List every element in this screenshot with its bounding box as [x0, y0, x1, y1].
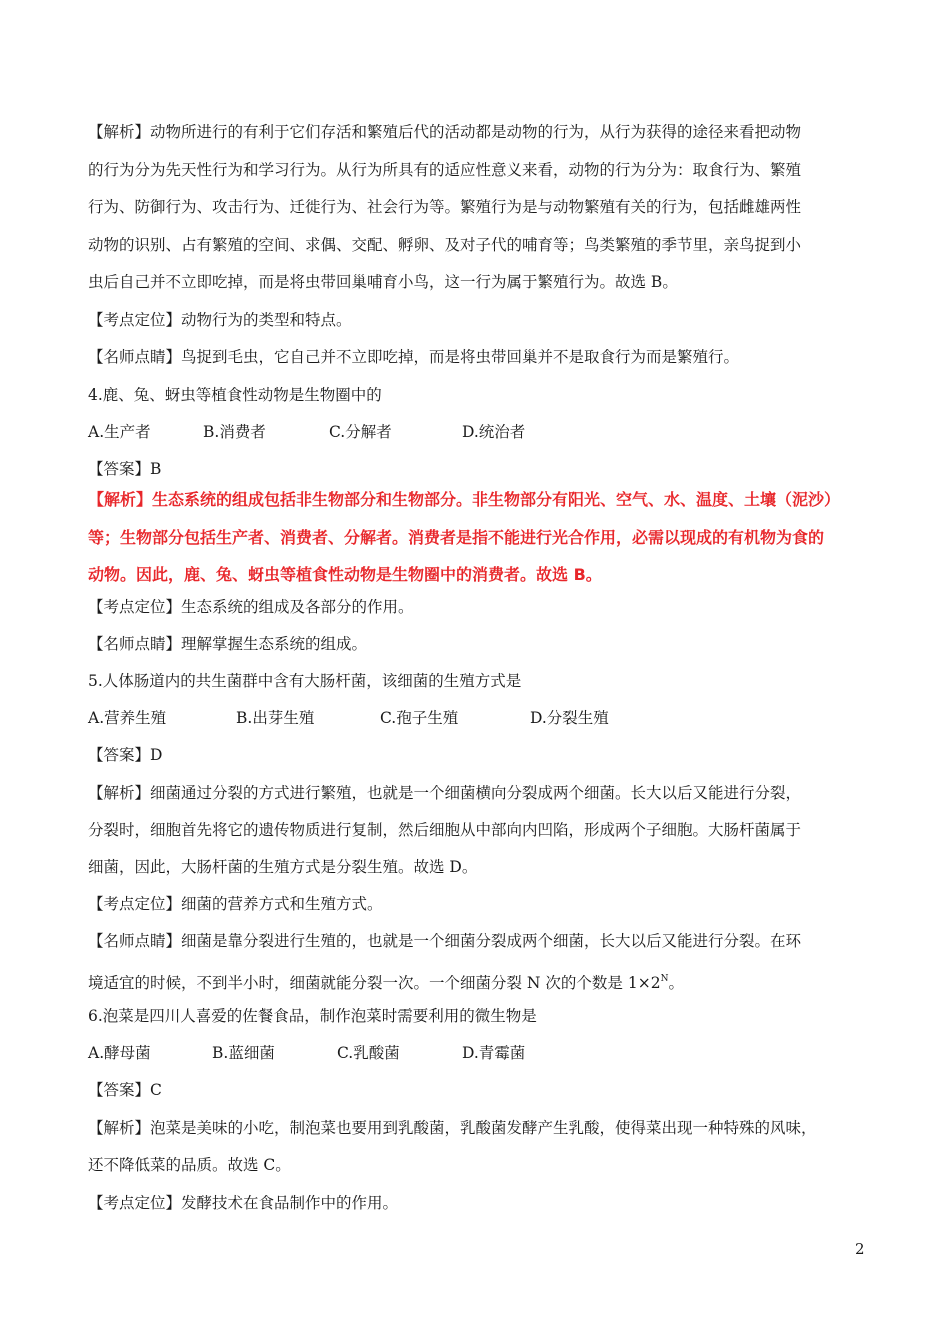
q4-answer: 【答案】B [88, 460, 162, 478]
q6-option-a: A.酵母菌 [88, 1044, 151, 1062]
q5-analysis-line-1: 【解析】细菌通过分裂的方式进行繁殖，也就是一个细菌横向分裂成两个细菌。长大以后又能进行分裂， [88, 784, 802, 802]
q6-option-b: B.蓝细菌 [212, 1044, 275, 1062]
q4-option-c: C.分解者 [329, 423, 392, 441]
kaodian-3: 【考点定位】动物行为的类型和特点。 [88, 311, 352, 329]
q4-analysis-line-3: 动物。因此，鹿、兔、蚜虫等植食性动物是生物圈中的消费者。故选 B。 [88, 565, 602, 584]
q5-dianjing-text: 境适宜的时候，不到半小时，细菌就能分裂一次。一个细菌分裂 N 次的个数是 1×2 [88, 974, 661, 992]
q6-analysis-line-1: 【解析】泡菜是美味的小吃，制泡菜也要用到乳酸菌，乳酸菌发酵产生乳酸，使得菜出现一种特殊的风味， [88, 1119, 817, 1137]
analysis-3-line-3: 行为、防御行为、攻击行为、迁徙行为、社会行为等。繁殖行为是与动物繁殖有关的行为，包括雌雄两性 [88, 198, 802, 216]
q4-analysis-line-1: 【解析】生态系统的组成包括非生物部分和生物部分。非生物部分有阳光、空气、水、温度、土壤（泥沙） [88, 490, 841, 509]
q5-analysis-line-3: 细菌，因此，大肠杆菌的生殖方式是分裂生殖。故选 D。 [88, 858, 478, 876]
q5-kaodian: 【考点定位】细菌的营养方式和生殖方式。 [88, 895, 383, 913]
dianjing-3: 【名师点睛】鸟捉到毛虫，它自己并不立即吃掉，而是将虫带回巢并不是取食行为而是繁殖行。 [88, 348, 740, 366]
q5-dianjing-line-1: 【名师点睛】细菌是靠分裂进行生殖的，也就是一个细菌分裂成两个细菌，长大以后又能进行分裂。在环 [88, 932, 802, 950]
q5-answer: 【答案】D [88, 746, 163, 764]
analysis-3-line-4: 动物的识别、占有繁殖的空间、求偶、交配、孵卵、及对子代的哺育等；鸟类繁殖的季节里，亲鸟捉到小 [88, 236, 802, 254]
q4-dianjing: 【名师点睛】理解掌握生态系统的组成。 [88, 635, 368, 653]
q4-option-a: A.生产者 [88, 423, 151, 441]
question-5-stem: 5.人体肠道内的共生菌群中含有大肠杆菌，该细菌的生殖方式是 [88, 672, 522, 690]
q4-option-d: D.统治者 [462, 423, 526, 441]
question-4-stem: 4.鹿、兔、蚜虫等植食性动物是生物圈中的 [88, 386, 382, 404]
q5-analysis-line-2: 分裂时，细胞首先将它的遗传物质进行复制，然后细胞从中部向内凹陷，形成两个子细胞。大肠杆菌属于 [88, 821, 802, 839]
page-number: 2 [855, 1240, 865, 1258]
analysis-3-line-5: 虫后自己并不立即吃掉，而是将虫带回巢哺育小鸟，这一行为属于繁殖行为。故选 B。 [88, 273, 678, 291]
q6-kaodian: 【考点定位】发酵技术在食品制作中的作用。 [88, 1194, 399, 1212]
q5-dianjing-end: 。 [668, 974, 684, 992]
analysis-3-line-2: 的行为分为先天性行为和学习行为。从行为所具有的适应性意义来看，动物的行为分为：取食行为、繁殖 [88, 161, 802, 179]
q6-option-c: C.乳酸菌 [337, 1044, 400, 1062]
q6-option-d: D.青霉菌 [462, 1044, 526, 1062]
q4-analysis-line-2: 等；生物部分包括生产者、消费者、分解者。消费者是指不能进行光合作用，必需以现成的有机物为食的 [88, 528, 825, 547]
q5-option-b: B.出芽生殖 [236, 709, 315, 727]
q6-analysis-line-2: 还不降低菜的品质。故选 C。 [88, 1156, 291, 1174]
q5-dianjing-line-2 [88, 969, 684, 993]
q5-option-a: A.营养生殖 [88, 709, 167, 727]
q6-answer: 【答案】C [88, 1081, 162, 1099]
q5-dianjing-exponent: N [660, 974, 669, 984]
q4-kaodian: 【考点定位】生态系统的组成及各部分的作用。 [88, 598, 414, 616]
question-6-stem: 6.泡菜是四川人喜爱的佐餐食品，制作泡菜时需要利用的微生物是 [88, 1007, 537, 1025]
q4-option-b: B.消费者 [203, 423, 266, 441]
q5-option-c: C.孢子生殖 [380, 709, 459, 727]
analysis-3-line-1: 【解析】动物所进行的有利于它们存活和繁殖后代的活动都是动物的行为，从行为获得的途径来看把动物 [88, 123, 802, 141]
q5-option-d: D.分裂生殖 [530, 709, 609, 727]
